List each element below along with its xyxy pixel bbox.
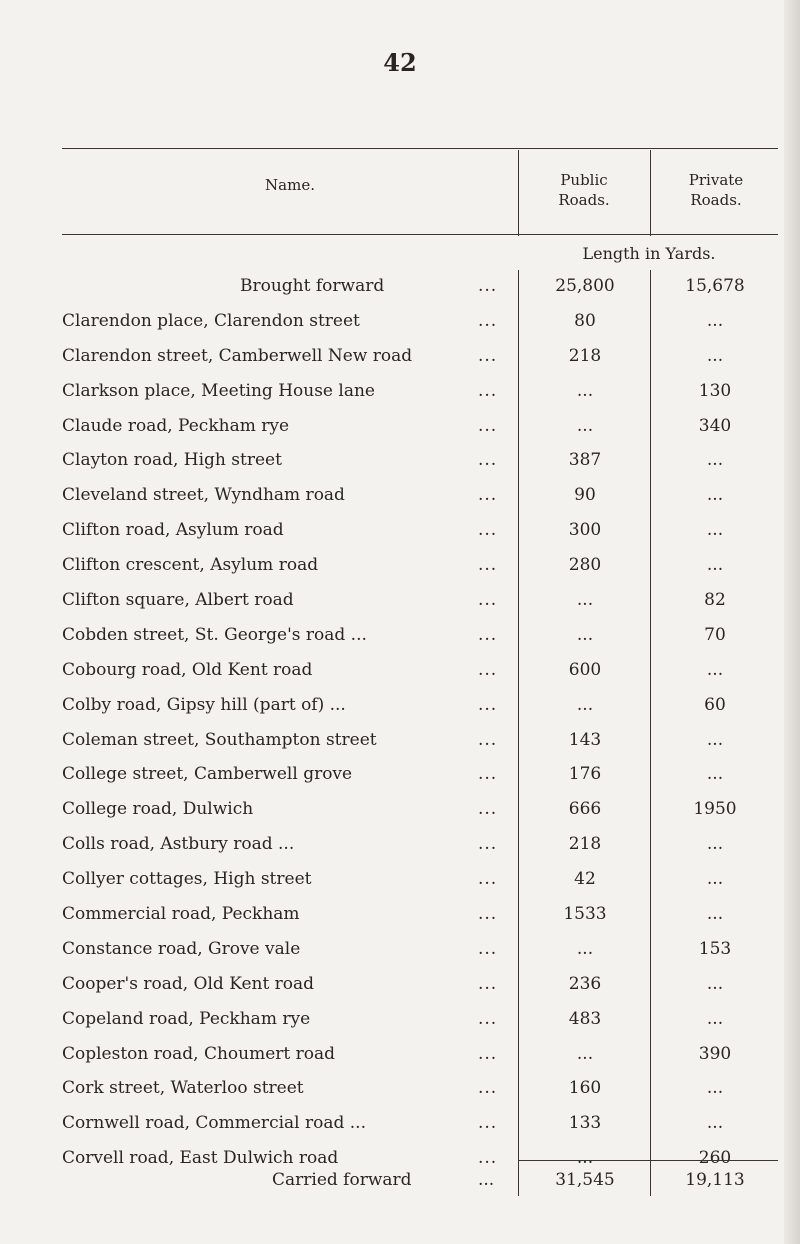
row-private: ... [706,973,724,994]
column-divider [518,150,519,236]
row-public: 300 [568,520,602,541]
leader-dots: ... [478,1043,498,1064]
leader-dots: ... [478,973,498,994]
leader-dots: ... [478,450,498,471]
table-top-rule [62,148,778,149]
page-edge [784,0,800,1244]
table-row [0,549,800,584]
leader-dots: ... [478,938,498,959]
leader-dots: ... [478,799,498,820]
header-private-roads: Private Roads. [688,171,744,209]
row-public: ... [576,1148,594,1169]
row-name: Constance road, Grove vale [62,938,301,959]
row-private: ... [706,834,724,855]
row-name: Cooper's road, Old Kent road [62,973,315,994]
leader-dots: ... [478,310,498,331]
row-private: ... [706,310,724,331]
brought-forward-row [0,270,800,305]
row-private: ... [706,1113,724,1134]
row-private: ... [706,729,724,750]
table-row [0,619,800,654]
table-row [0,793,800,828]
row-name: Cornwell road, Commercial road ... [62,1113,366,1134]
table-row [0,584,800,619]
row-public: 666 [568,799,602,820]
row-public: ... [576,415,594,436]
row-public: 600 [568,659,602,680]
table-row [0,479,800,514]
row-public: 218 [568,834,602,855]
row-private: ... [706,659,724,680]
row-private: ... [706,485,724,506]
table-row [0,375,800,410]
row-name: Copleston road, Choumert road [62,1043,336,1064]
leader-dots: ... [478,1113,498,1134]
row-name: College road, Dulwich [62,799,254,820]
row-name: Cobden street, St. George's road ... [62,624,367,645]
row-public: 25,800 [555,276,615,296]
row-public: 280 [568,555,602,576]
row-private: ... [706,450,724,471]
leader-dots: ... [478,1170,495,1190]
row-name: Clifton square, Albert road [62,590,294,611]
row-public: 143 [568,729,602,750]
row-public: ... [576,380,594,401]
row-public: 236 [568,973,602,994]
row-public: 483 [568,1008,602,1029]
row-private: 153 [698,938,732,959]
row-public: 1533 [563,904,607,925]
row-private: ... [706,555,724,576]
leader-dots: ... [478,834,498,855]
table-row [0,863,800,898]
leader-dots: ... [478,590,498,611]
row-name: Clifton crescent, Asylum road [62,555,319,576]
row-private: ... [706,904,724,925]
leader-dots: ... [478,485,498,506]
row-private: 340 [698,415,732,436]
leader-dots: ... [478,904,498,925]
leader-dots: ... [478,345,498,366]
table-row [0,1072,800,1107]
table-row [0,689,800,724]
total-rule [518,1160,778,1161]
header-bottom-rule [62,234,778,235]
row-public: ... [576,1043,594,1064]
row-name: Corvell road, East Dulwich road [62,1148,339,1169]
row-name: Coleman street, Southampton street [62,729,377,750]
row-public: 80 [574,310,596,331]
row-private: 82 [704,590,726,611]
row-private: ... [706,345,724,366]
row-private: ... [706,1008,724,1029]
row-name: Brought forward [240,276,385,296]
row-private: ... [706,869,724,890]
header-public-roads: Public Roads. [558,171,610,209]
row-private: 390 [698,1043,732,1064]
row-name: Claude road, Peckham rye [62,415,290,436]
length-subheader: Length in Yards. [582,244,716,263]
row-name: College street, Camberwell grove [62,764,353,785]
row-name: Cork street, Waterloo street [62,1078,304,1099]
row-name: Clayton road, High street [62,450,282,471]
row-public: ... [576,624,594,645]
row-private: 19,113 [685,1170,745,1190]
row-private: ... [706,1078,724,1099]
row-public: 31,545 [555,1170,615,1190]
table-row [0,724,800,759]
header-name: Name. [265,176,315,194]
row-private: 70 [704,624,726,645]
row-public: 160 [568,1078,602,1099]
row-private: 260 [698,1148,732,1169]
leader-dots: ... [478,729,498,750]
leader-dots: ... [478,624,498,645]
row-public: 42 [574,869,596,890]
row-name: Cleveland street, Wyndham road [62,485,345,506]
table-row [0,1038,800,1073]
row-private: 130 [698,380,732,401]
row-name: Commercial road, Peckham [62,904,300,925]
carried-forward-row [0,1164,800,1198]
row-private: ... [706,764,724,785]
row-private: 1950 [693,799,737,820]
leader-dots: ... [478,555,498,576]
table-row [0,968,800,1003]
row-public: 90 [574,485,596,506]
row-name: Clifton road, Asylum road [62,520,284,541]
leader-dots: ... [478,1008,498,1029]
table-row [0,898,800,933]
row-name: Carried forward [272,1170,412,1190]
table-row [0,514,800,549]
leader-dots: ... [478,659,498,680]
table-row [0,654,800,689]
table-row [0,933,800,968]
row-name: Copeland road, Peckham rye [62,1008,311,1029]
leader-dots: ... [478,276,498,296]
leader-dots: ... [478,694,498,715]
row-name: Cobourg road, Old Kent road [62,659,313,680]
table-row [0,410,800,445]
leader-dots: ... [478,1078,498,1099]
row-name: Collyer cottages, High street [62,869,312,890]
column-divider [650,150,651,236]
table-row [0,1107,800,1142]
row-name: Colby road, Gipsy hill (part of) ... [62,694,346,715]
table-row [0,305,800,340]
table-row [0,758,800,793]
leader-dots: ... [478,520,498,541]
row-public: ... [576,590,594,611]
row-name: Clarendon street, Camberwell New road [62,345,413,366]
row-private: ... [706,520,724,541]
table-row [0,444,800,479]
row-name: Clarkson place, Meeting House lane [62,380,375,401]
page-number: 42 [383,48,417,77]
leader-dots: ... [478,1148,498,1169]
leader-dots: ... [478,380,498,401]
table-row [0,1003,800,1038]
row-public: 387 [568,450,602,471]
row-private: 60 [704,694,726,715]
table-row [0,828,800,863]
row-private: 15,678 [685,276,745,296]
row-public: 176 [568,764,602,785]
row-public: 218 [568,345,602,366]
row-public: ... [576,694,594,715]
row-name: Clarendon place, Clarendon street [62,310,360,331]
row-public: 133 [568,1113,602,1134]
table-row [0,340,800,375]
table-body [0,270,800,1177]
row-name: Colls road, Astbury road ... [62,834,295,855]
leader-dots: ... [478,764,498,785]
row-public: ... [576,938,594,959]
leader-dots: ... [478,869,498,890]
leader-dots: ... [478,415,498,436]
